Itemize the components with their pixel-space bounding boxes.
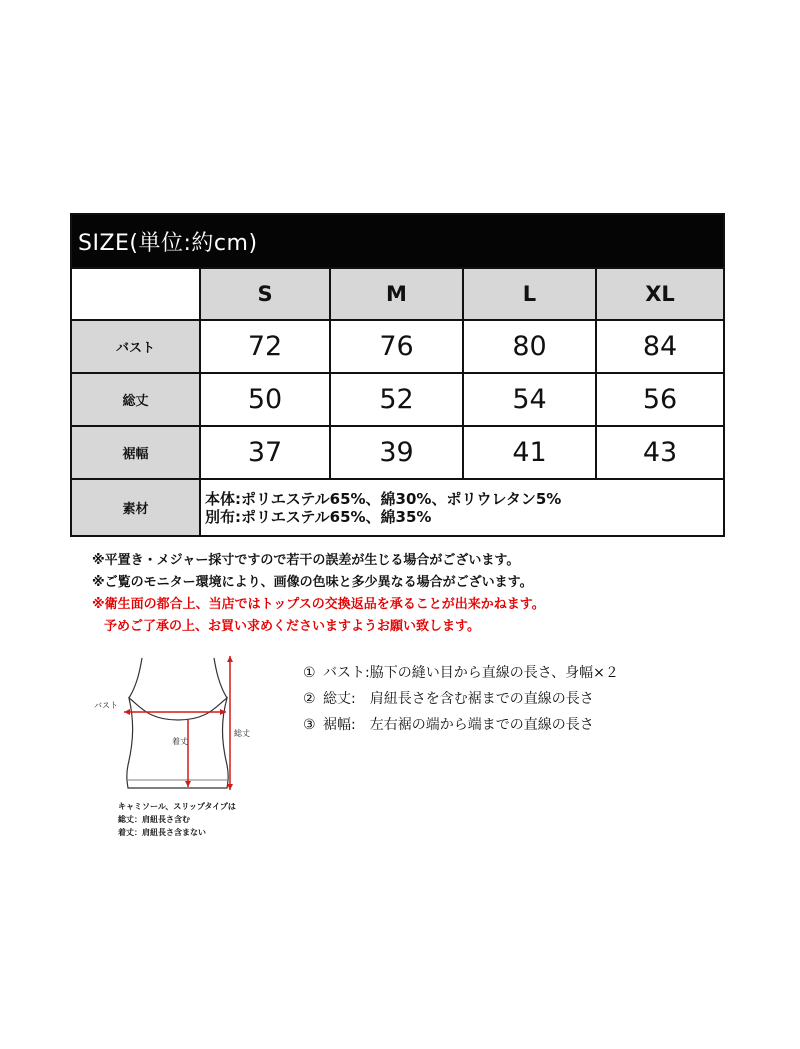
camisole-diagram	[80, 650, 280, 800]
notes	[92, 550, 545, 638]
table-row	[72, 319, 723, 372]
material-line-sub: 別布:ポリエステル65%、綿35%	[205, 507, 432, 526]
note-monitor: ※ご覧のモニター環境により、画像の色味と多少異なる場合がございます。	[92, 575, 533, 590]
left-strap	[129, 658, 142, 698]
value-cell: 39	[331, 425, 464, 478]
value-cell: 80	[464, 319, 597, 372]
list-item	[303, 712, 619, 738]
bust-label: バスト	[94, 701, 118, 710]
diagram-caption	[118, 800, 236, 839]
value-cell: 50	[201, 372, 331, 425]
row-label-length: 総丈	[72, 372, 201, 425]
item-number: ②	[303, 691, 316, 707]
material-row	[72, 478, 723, 535]
size-l: L	[464, 267, 597, 319]
value-cell: 84	[597, 319, 723, 372]
size-s: S	[201, 267, 331, 319]
value-cell: 41	[464, 425, 597, 478]
bust-arrow-head-left	[124, 709, 130, 715]
total-length-label: 総丈	[234, 729, 250, 738]
item-text: バスト:脇下の縫い目から直線の長さ、身幅×２	[323, 665, 619, 681]
item-number: ①	[303, 665, 316, 681]
note-return-policy: ※衛生面の都合上、当店ではトップスの交換返品を承ることが出来かねます。	[92, 597, 545, 612]
caption-line: キャミソール、スリップタイプは	[118, 802, 236, 811]
value-cell: 54	[464, 372, 597, 425]
total-arrow-head-top	[227, 656, 233, 662]
measurement-guide	[303, 660, 619, 738]
table-row	[72, 425, 723, 478]
material-line-main: 本体:ポリエステル65%、綿30%、ポリウレタン5%	[205, 489, 562, 508]
value-cell: 76	[331, 319, 464, 372]
row-label-hem: 裾幅	[72, 425, 201, 478]
caption-line: 総丈：肩紐長さ含む	[118, 815, 190, 824]
value-cell: 72	[201, 319, 331, 372]
value-cell: 52	[331, 372, 464, 425]
item-number: ③	[303, 717, 316, 733]
note-measurement: ※平置き・メジャー採寸ですので若干の誤差が生じる場合がございます。	[92, 553, 520, 568]
size-header-row	[72, 267, 723, 319]
item-text: 裾幅: 左右裾の端から端までの直線の長さ	[323, 717, 594, 733]
row-label-material: 素材	[72, 478, 201, 535]
item-text: 総丈: 肩紐長さを含む裾までの直線の長さ	[323, 691, 594, 707]
value-cell: 37	[201, 425, 331, 478]
total-arrow-head-bottom	[227, 784, 233, 790]
size-m: M	[331, 267, 464, 319]
corner-cell	[72, 267, 201, 319]
value-cell: 43	[597, 425, 723, 478]
list-item	[303, 660, 619, 686]
material-text	[201, 478, 723, 535]
list-item	[303, 686, 619, 712]
note-return-policy-2: 予めご了承の上、お買い求めくださいますようお願い致します。	[104, 619, 480, 634]
row-label-bust: バスト	[72, 319, 201, 372]
size-xl: XL	[597, 267, 723, 319]
right-strap	[214, 658, 227, 698]
chest-length-label: 着丈	[172, 737, 188, 746]
table-row	[72, 372, 723, 425]
table-title: SIZE(単位:約cm)	[72, 215, 723, 267]
caption-line: 着丈：肩紐長さ含まない	[118, 828, 206, 837]
value-cell: 56	[597, 372, 723, 425]
size-table	[70, 213, 725, 537]
